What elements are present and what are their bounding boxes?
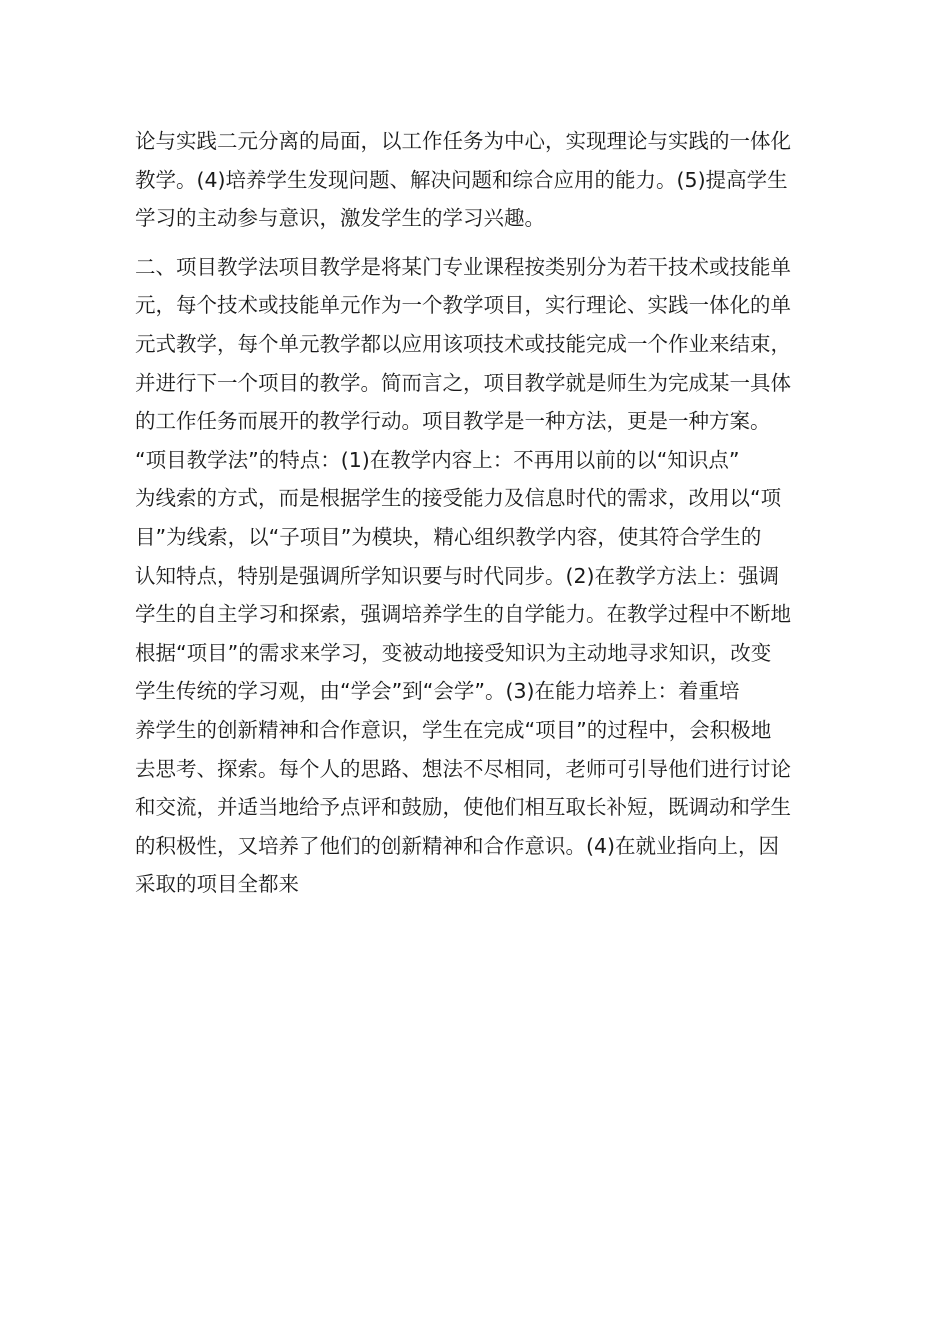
text-line: 教学。(4)培养学生发现问题、解决问题和综合应用的能力。(5)提高学生 <box>135 167 788 192</box>
text-line: 元式教学，每个单元教学都以应用该项技术或技能完成一个作业来结束， <box>135 331 791 356</box>
text-line: “项目教学法”的特点：(1)在教学内容上：不再用以前的以“知识点” <box>135 447 740 472</box>
text-line: 并进行下一个项目的教学。简而言之，项目教学就是师生为完成某一具体 <box>135 370 791 395</box>
text-line: 根据“项目”的需求来学习，变被动地接受知识为主动地寻求知识，改变 <box>135 640 772 665</box>
text-line: 二、项目教学法项目教学是将某门专业课程按类别分为若干技术或技能单 <box>135 254 791 279</box>
text-line: 认知特点，特别是强调所学知识要与时代同步。(2)在教学方法上：强调 <box>135 563 780 588</box>
text-line: 目”为线索，以“子项目”为模块，精心组织教学内容，使其符合学生的 <box>135 524 762 549</box>
text-line: 学习的主动参与意识，激发学生的学习兴趣。 <box>135 206 545 231</box>
text-line: 养学生的创新精神和合作意识，学生在完成“项目”的过程中，会积极地 <box>135 717 772 742</box>
text-line: 学生的自主学习和探索，强调培养学生的自学能力。在教学过程中不断地 <box>135 602 791 627</box>
text-line: 论与实践二元分离的局面，以工作任务为中心，实现理论与实践的一体化 <box>135 129 791 153</box>
text-line: 采取的项目全都来 <box>135 872 299 897</box>
text-line: 的积极性，又培养了他们的创新精神和合作意识。(4)在就业指向上，因 <box>135 833 780 858</box>
text-line: 和交流，并适当地给予点评和鼓励，使他们相互取长补短，既调动和学生 <box>135 795 791 820</box>
text-line: 学生传统的学习观，由“学会”到“会学”。(3)在能力培养上：着重培 <box>135 679 740 704</box>
text-line: 去思考、探索。每个人的思路、想法不尽相同，老师可引导他们进行讨论 <box>135 756 791 781</box>
text-line: 为线索的方式，而是根据学生的接受能力及信息时代的需求，改用以“项 <box>135 486 782 511</box>
text-line: 元，每个技术或技能单元作为一个教学项目，实行理论、实践一体化的单 <box>135 293 791 318</box>
body-text <box>135 122 825 904</box>
text-line: 的工作任务而展开的教学行动。项目教学是一种方法，更是一种方案。 <box>135 409 771 434</box>
